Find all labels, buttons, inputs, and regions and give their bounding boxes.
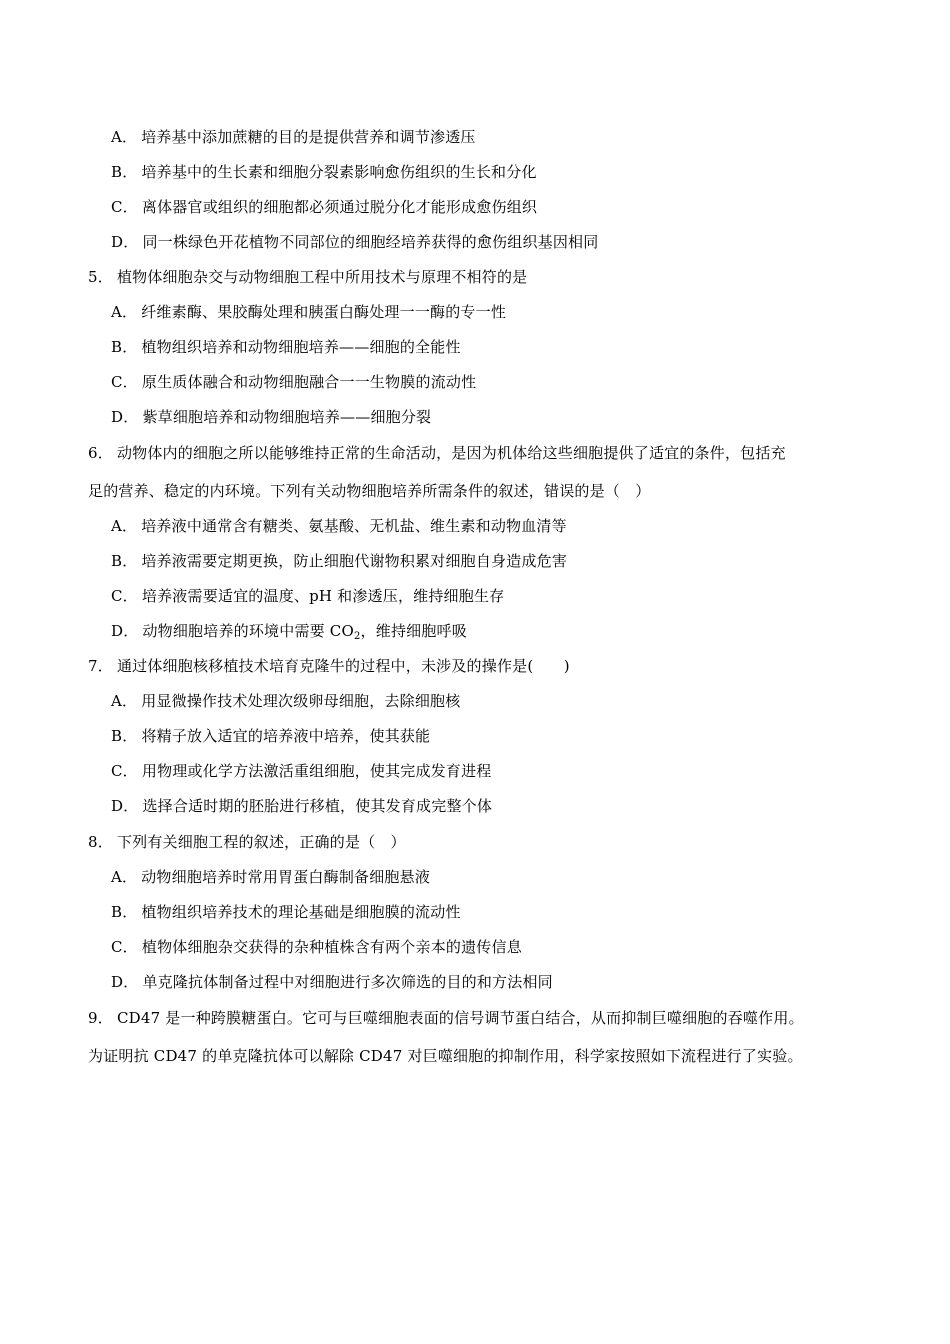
q8-option-a: A． 动物细胞培养时常用胃蛋白酶制备细胞悬液 (111, 868, 431, 886)
q9-stem-line1: 9． CD47 是一种跨膜糖蛋白。它可与巨噬细胞表面的信号调节蛋白结合，从而抑制巨噬细胞的吞噬作用。 (88, 1009, 804, 1027)
q6-option-b: B． 培养液需要定期更换，防止细胞代谢物积累对细胞自身造成危害 (111, 552, 568, 570)
q7-option-a: A． 用显微操作技术处理次级卵母细胞，去除细胞核 (111, 692, 461, 710)
q4-option-d: D． 同一株绿色开花植物不同部位的细胞经培养获得的愈伤组织基因相同 (111, 233, 599, 251)
q7-option-c: C． 用物理或化学方法激活重组细胞，使其完成发育进程 (111, 762, 492, 780)
q5-option-c: C． 原生质体融合和动物细胞融合一一生物膜的流动性 (111, 373, 477, 391)
q6-option-c: C． 培养液需要适宜的温度、pH 和渗透压，维持细胞生存 (111, 587, 505, 605)
q7-option-b: B． 将精子放入适宜的培养液中培养，使其获能 (111, 727, 431, 745)
q8-option-c: C． 植物体细胞杂交获得的杂种植株含有两个亲本的遗传信息 (111, 938, 522, 956)
q6-option-d: D． 动物细胞培养的环境中需要 $CO_2$，维持细胞呼吸 (111, 622, 467, 642)
q7-option-d: D． 选择合适时期的胚胎进行移植，使其发育成完整个体 (111, 797, 493, 815)
q5-option-d: D． 紫草细胞培养和动物细胞培养——细胞分裂 (111, 408, 432, 426)
q8-option-d: D． 单克隆抗体制备过程中对细胞进行多次筛选的目的和方法相同 (111, 973, 553, 991)
q4-option-c: C． 离体器官或组织的细胞都必须通过脱分化才能形成愈伤组织 (111, 198, 538, 216)
q8-option-b: B． 植物组织培养技术的理论基础是细胞膜的流动性 (111, 903, 461, 921)
q5-option-b: B． 植物组织培养和动物细胞培养——细胞的全能性 (111, 338, 461, 356)
q7-stem: 7． 通过体细胞核移植技术培育克隆牛的过程中，未涉及的操作是( ) (88, 657, 570, 675)
q6-stem-line2: 足的营养、稳定的内环境。下列有关动物细胞培养所需条件的叙述，错误的是（ ） (88, 482, 651, 500)
co2-subscript: 2 (353, 631, 361, 642)
q5-option-a: A． 纤维素酶、果胶酶处理和胰蛋白酶处理一一酶的专一性 (111, 303, 507, 321)
q6-option-a: A． 培养液中通常含有糖类、氨基酸、无机盐、维生素和动物血清等 (111, 517, 567, 535)
q9-stem-line2: 为证明抗 CD47 的单克隆抗体可以解除 CD47 对巨噬细胞的抑制作用，科学家按照如下流程进行了实验。 (88, 1047, 803, 1065)
q4-option-a: A． 培养基中添加蔗糖的目的是提供营养和调节渗透压 (111, 128, 476, 146)
q5-stem: 5． 植物体细胞杂交与动物细胞工程中所用技术与原理不相符的是 (88, 268, 528, 286)
q6-stem-line1: 6． 动物体内的细胞之所以能够维持正常的生命活动，是因为机体给这些细胞提供了适宜的条件，包括充 (88, 444, 786, 462)
q8-stem: 8． 下列有关细胞工程的叙述，正确的是（ ） (88, 833, 406, 851)
q4-option-b: B． 培养基中的生长素和细胞分裂素影响愈伤组织的生长和分化 (111, 163, 537, 181)
